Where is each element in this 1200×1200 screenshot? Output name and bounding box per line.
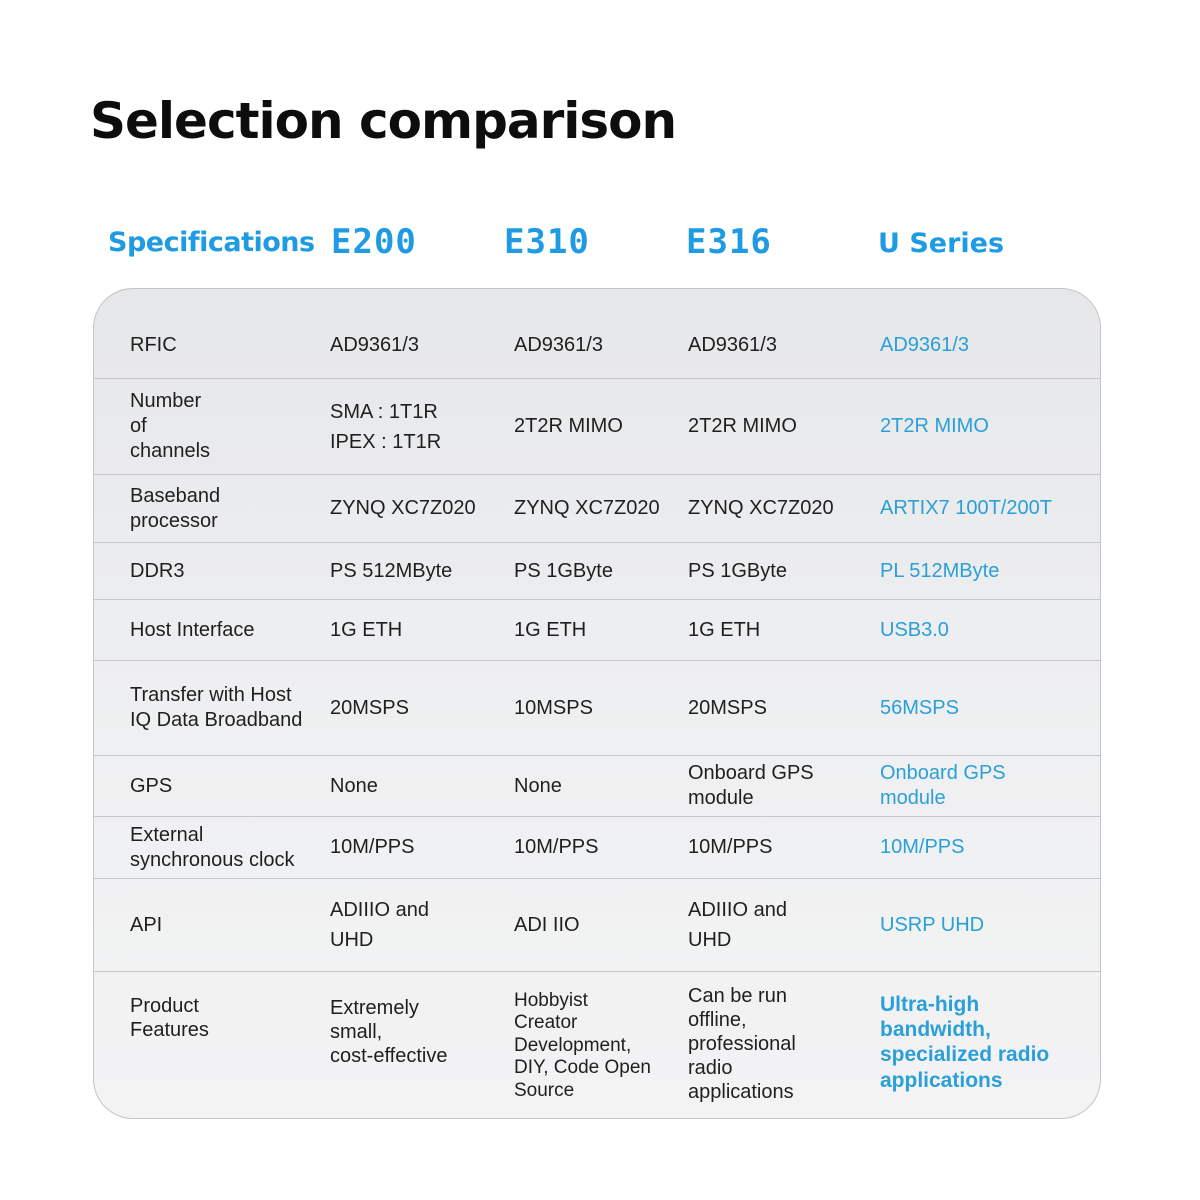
- u-series-value: 56MSPS: [880, 696, 959, 719]
- table-row-iq-bandwidth: [94, 661, 1100, 756]
- e310-value: None: [514, 774, 562, 797]
- row-label: Baseband processor: [130, 484, 221, 532]
- u-series-value: Ultra-high bandwidth, specialized radio applications: [880, 993, 1050, 1092]
- row-label: DDR3: [130, 559, 185, 582]
- e316-value: ADIIIO and UHD: [688, 899, 787, 951]
- e200-value: Extremely small, cost-effective: [330, 997, 448, 1067]
- e310-value: Hobbyist Creator Development, DIY, Code Open Source: [514, 990, 651, 1101]
- table-row-rfic: [94, 289, 1100, 379]
- row-label: External synchronous clock: [130, 823, 295, 871]
- header-u-series: U Series: [878, 228, 1005, 259]
- e316-value: Can be run offline, professional radio applications: [688, 985, 796, 1103]
- table-row-gps: [94, 756, 1100, 817]
- e200-value: AD9361/3: [330, 334, 419, 356]
- e310-value: 10MSPS: [514, 696, 593, 719]
- comparison-table: [93, 288, 1101, 1119]
- e200-value: 20MSPS: [330, 696, 409, 719]
- u-series-value: USB3.0: [880, 618, 949, 641]
- e316-value: PS 1GByte: [688, 559, 787, 582]
- e310-value: PS 1GByte: [514, 559, 613, 582]
- row-label: Number of channels: [130, 390, 211, 462]
- e316-value: ZYNQ XC7Z020: [688, 497, 834, 519]
- table-row-channels: [94, 379, 1100, 475]
- table-row-ddr3: [94, 543, 1100, 600]
- e200-value: ADIIIO and UHD: [330, 899, 429, 951]
- e200-value: ZYNQ XC7Z020: [330, 497, 476, 519]
- e200-value: PS 512MByte: [330, 559, 453, 582]
- e310-value: 2T2R MIMO: [514, 415, 623, 437]
- e316-value: AD9361/3: [688, 334, 777, 356]
- u-series-value: USRP UHD: [880, 913, 985, 936]
- header-specifications: Specifications: [108, 227, 315, 258]
- u-series-value: 10M/PPS: [880, 836, 965, 858]
- u-series-value: 2T2R MIMO: [880, 415, 989, 437]
- header-e316: E316: [686, 222, 772, 262]
- row-label: Host Interface: [130, 618, 255, 641]
- e200-value: 10M/PPS: [330, 836, 415, 858]
- table-row-clock: [94, 817, 1100, 879]
- u-series-value: Onboard GPS module: [880, 762, 1006, 809]
- row-label: Product Features: [130, 995, 209, 1041]
- e316-value: Onboard GPS module: [688, 762, 814, 809]
- e316-value: 2T2R MIMO: [688, 415, 797, 437]
- table-row-features: [94, 972, 1100, 1119]
- row-label: GPS: [130, 774, 173, 797]
- e200-value: None: [330, 774, 378, 797]
- e310-value: 1G ETH: [514, 618, 587, 641]
- e200-value: SMA : 1T1R IPEX : 1T1R: [330, 400, 442, 453]
- row-label: API: [130, 913, 163, 936]
- e310-value: ADI IIO: [514, 913, 580, 936]
- e316-value: 20MSPS: [688, 696, 767, 719]
- e310-value: AD9361/3: [514, 334, 603, 356]
- e200-value: 1G ETH: [330, 618, 403, 641]
- e316-value: 1G ETH: [688, 618, 761, 641]
- u-series-value: PL 512MByte: [880, 559, 1000, 582]
- e310-value: 10M/PPS: [514, 836, 599, 858]
- u-series-value: ARTIX7 100T/200T: [880, 497, 1052, 519]
- table-row-host-interface: [94, 600, 1100, 661]
- page-title: Selection comparison: [90, 92, 677, 150]
- table-row-api: [94, 879, 1100, 972]
- e316-value: 10M/PPS: [688, 836, 773, 858]
- header-e310: E310: [504, 222, 590, 262]
- row-label: Transfer with Host IQ Data Broadband: [130, 684, 303, 731]
- e310-value: ZYNQ XC7Z020: [514, 497, 660, 519]
- row-label: RFIC: [130, 334, 177, 356]
- header-e200: E200: [331, 222, 417, 262]
- u-series-value: AD9361/3: [880, 334, 969, 356]
- table-row-baseband: [94, 475, 1100, 543]
